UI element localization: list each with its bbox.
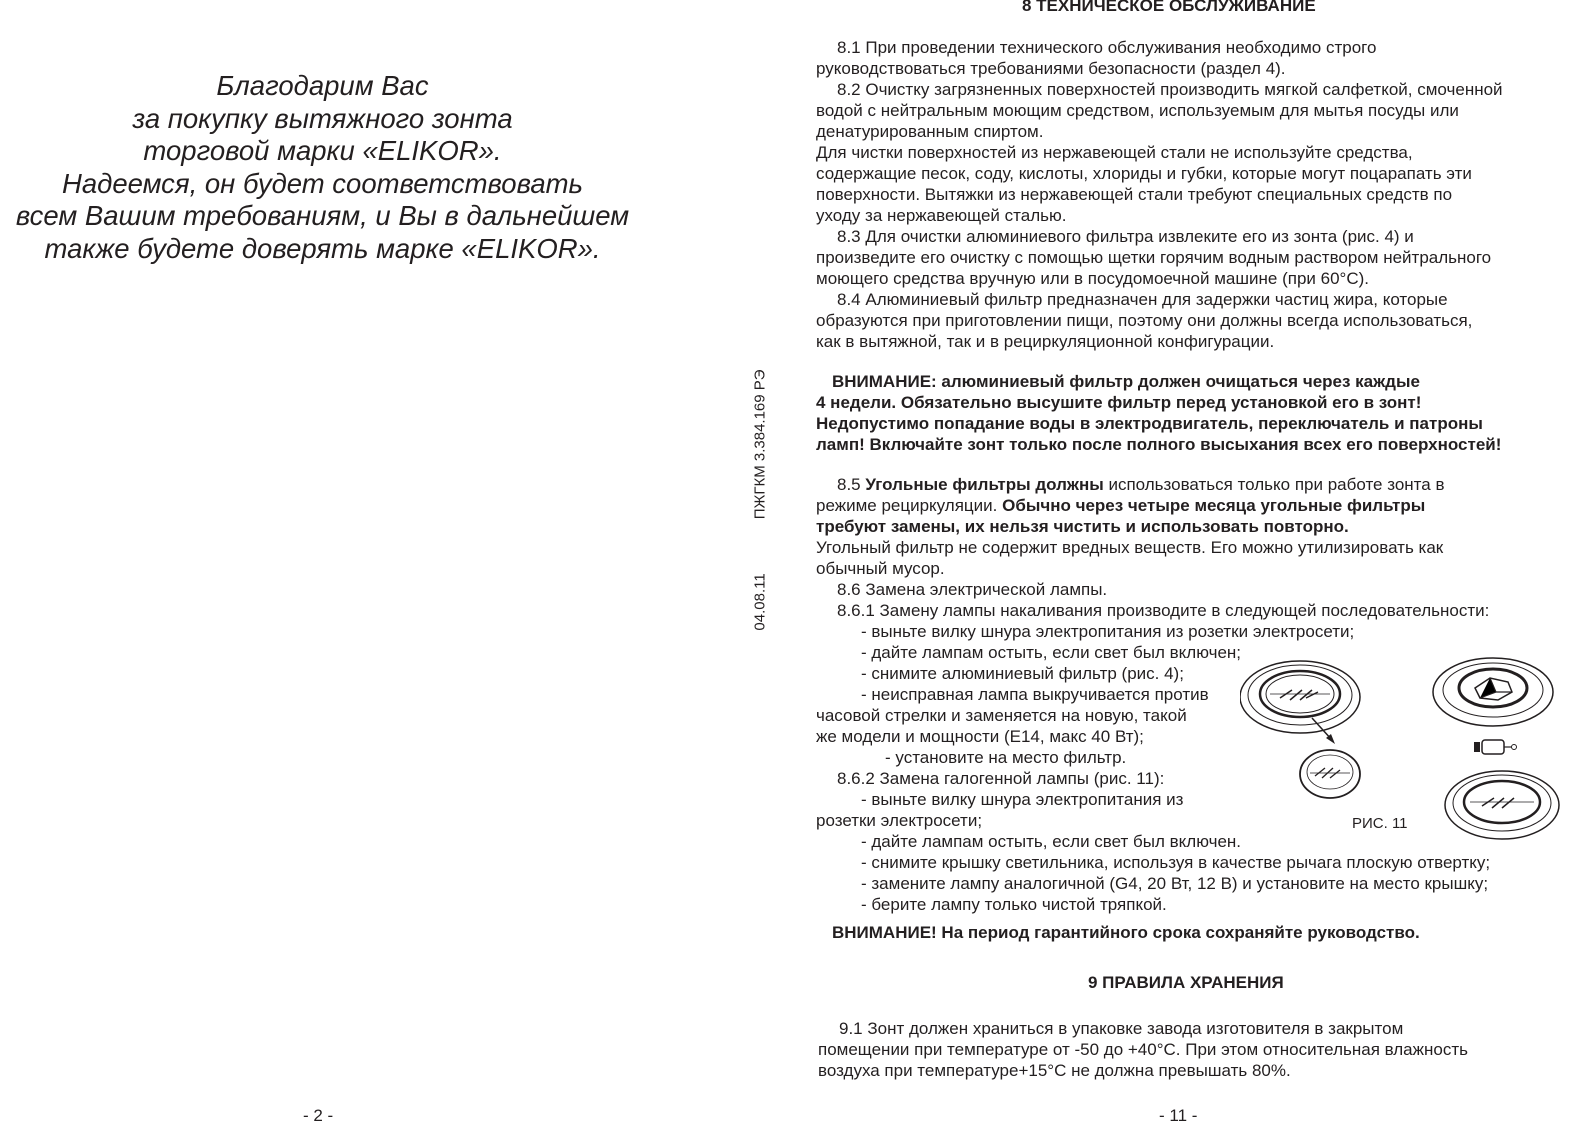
step-line: - берите лампу только чистой тряпкой. [861, 895, 1167, 914]
step-line: - замените лампу аналогичной (G4, 20 Вт, 12 В) и установите на место крышку; [861, 874, 1489, 893]
paragraph-8-4-line: как в вытяжной, так и в рециркуляционной конфигурации. [816, 332, 1275, 351]
paragraph-9-1-line: помещении при температуре от -50 до +40°С. При этом относительная влажность [818, 1040, 1468, 1059]
paragraph-8-6-2-title: 8.6.2 Замена галогенной лампы (рис. 11): [837, 769, 1165, 788]
paragraph-8-3-line: моющего средства вручную или в посудомоечной машине (при 60°С). [816, 269, 1369, 288]
section-8-body [816, 37, 1571, 352]
paragraph-8-3-line: произведите его очистку с помощью щетки горячим водным раствором нейтрального [816, 248, 1492, 267]
paragraph-8-1-line: руководствоваться требованиями безопасности (раздел 4). [816, 59, 1286, 78]
paragraph-8-5-line [816, 474, 1571, 495]
paragraph-8-2-line: Для чистки поверхностей из нержавеющей стали не используйте средства, [816, 143, 1413, 162]
step-line: же модели и мощности (Е14, макс 40 Вт); [816, 727, 1144, 746]
document-date: 04.08.11 [751, 573, 769, 631]
thanks-line: всем Вашим требованиям, и Вы в дальнейшем [15, 200, 630, 231]
text-run-bold: Угольные фильтры должны [865, 475, 1104, 494]
paragraph-8-5-line [816, 495, 1571, 516]
text-run: режиме рециркуляции. [816, 496, 1003, 515]
document-code-vertical [752, 369, 769, 630]
paragraph-8-2-line: водой с нейтральным моющим средством, используемым для мытья посуды или [816, 101, 1459, 120]
warning-line: ламп! Включайте зонт только после полного высыхания всех его поверхностей! [816, 435, 1502, 454]
paragraph-8-2-line: поверхности. Вытяжки из нержавеющей стали требуют специальных средств по [816, 185, 1453, 204]
step-line: - снимите крышку светильника, используя в качестве рычага плоскую отвертку; [861, 853, 1491, 872]
section-8-title: 8 ТЕХНИЧЕСКОЕ ОБСЛУЖИВАНИЕ [1022, 0, 1316, 15]
step-line: - установите на место фильтр. [885, 748, 1127, 767]
section-9-title: 9 ПРАВИЛА ХРАНЕНИЯ [1088, 973, 1284, 992]
page-number-left: - 2 - [303, 1106, 334, 1125]
warning-line: Недопустимо попадание воды в электродвигатель, переключатель и патроны [816, 414, 1483, 433]
step-line: розетки электросети; [816, 811, 983, 830]
text-run-bold: Обычно через четыре месяца угольные фильтры [1002, 496, 1426, 515]
step-line: часовой стрелки и заменяется на новую, такой [816, 706, 1187, 725]
halogen-bulb-icon [1474, 740, 1517, 754]
paragraph-8-5-line: требуют замены, их нельзя чистить и использовать повторно. [816, 517, 1349, 536]
step-line: - выньте вилку шнура электропитания из розетки электросети; [861, 622, 1355, 641]
section-9-body [818, 1018, 1468, 1081]
step-line: - снимите алюминиевый фильтр (рис. 4); [861, 664, 1184, 683]
paragraph-8-4-line: 8.4 Алюминиевый фильтр предназначен для задержки частиц жира, которые [837, 290, 1448, 309]
paragraph-8-1-line: 8.1 При проведении технического обслуживания необходимо строго [837, 38, 1377, 57]
page-number-right: - 11 - [1159, 1106, 1198, 1125]
paragraph-9-1-line: воздуха при температуре+15°С не должна превышать 80%. [818, 1061, 1291, 1080]
thanks-line: Надеемся, он будет соответствовать [61, 167, 583, 199]
warning-line: ВНИМАНИЕ: алюминиевый фильтр должен очищаться через каждые [832, 372, 1420, 391]
document-code: ПЖГКМ 3.384.169 РЭ [751, 369, 769, 520]
thanks-line: за покупку вытяжного зонта [132, 102, 513, 134]
paragraph-8-2-line: 8.2 Очистку загрязненных поверхностей производить мягкой салфеткой, смоченной [837, 80, 1503, 99]
paragraph-8-5-line: Угольный фильтр не содержит вредных веществ. Его можно утилизировать как [816, 538, 1444, 557]
step-line: - неисправная лампа выкручивается против [861, 685, 1209, 704]
paragraph-9-1-line: 9.1 Зонт должен храниться в упаковке завода изготовителя в закрытом [839, 1019, 1404, 1038]
paragraph-8-4-line: образуются при приготовлении пищи, поэтому они должны всегда использоваться, [816, 311, 1473, 330]
paragraph-8-5-line: обычный мусор. [816, 559, 945, 578]
open-lamp-fixture-icon [1433, 658, 1553, 726]
step-line: - выньте вилку шнура электропитания из [861, 790, 1184, 809]
figure-11-label: РИС. 11 [1352, 815, 1408, 832]
step-line: - дайте лампам остыть, если свет был включен. [861, 832, 1242, 851]
paragraph-8-2-line: уходу за нержавеющей сталью. [816, 206, 1067, 225]
thanks-message [0, 70, 645, 265]
warning-filter [816, 371, 1571, 455]
warning-warranty: ВНИМАНИЕ! На период гарантийного срока сохраняйте руководство. [832, 923, 1420, 942]
closed-lamp-fixture-icon [1445, 771, 1559, 839]
lamp-with-cover-icon [1240, 661, 1360, 733]
thanks-line: также будете доверять марке «ELIKOR». [44, 232, 601, 264]
text-run: 8.5 [837, 475, 866, 494]
paragraph-8-6-1-title: 8.6.1 Замену лампы накаливания производите в следующей последовательности: [837, 601, 1490, 620]
paragraph-8-6: 8.6 Замена электрической лампы. [837, 580, 1108, 599]
step-line: - дайте лампам остыть, если свет был включен; [861, 643, 1242, 662]
lamp-cover-icon [1300, 750, 1360, 798]
paragraph-8-2-line: содержащие песок, соду, кислоты, хлориды и губки, которые могут поцарапать эти [816, 164, 1472, 183]
paragraph-8-2-line: денатурированным спиртом. [816, 122, 1044, 141]
warning-line: 4 недели. Обязательно высушите фильтр перед установкой его в зонт! [816, 393, 1422, 412]
figure-11-illustration [1240, 652, 1570, 842]
thanks-line: Благодарим Вас [216, 70, 429, 101]
paragraph-8-3-line: 8.3 Для очистки алюминиевого фильтра извлеките его из зонта (рис. 4) и [837, 227, 1414, 246]
thanks-line: торговой марки «ELIKOR». [143, 135, 502, 166]
text-run: использоваться только при работе зонта в [1103, 475, 1445, 494]
